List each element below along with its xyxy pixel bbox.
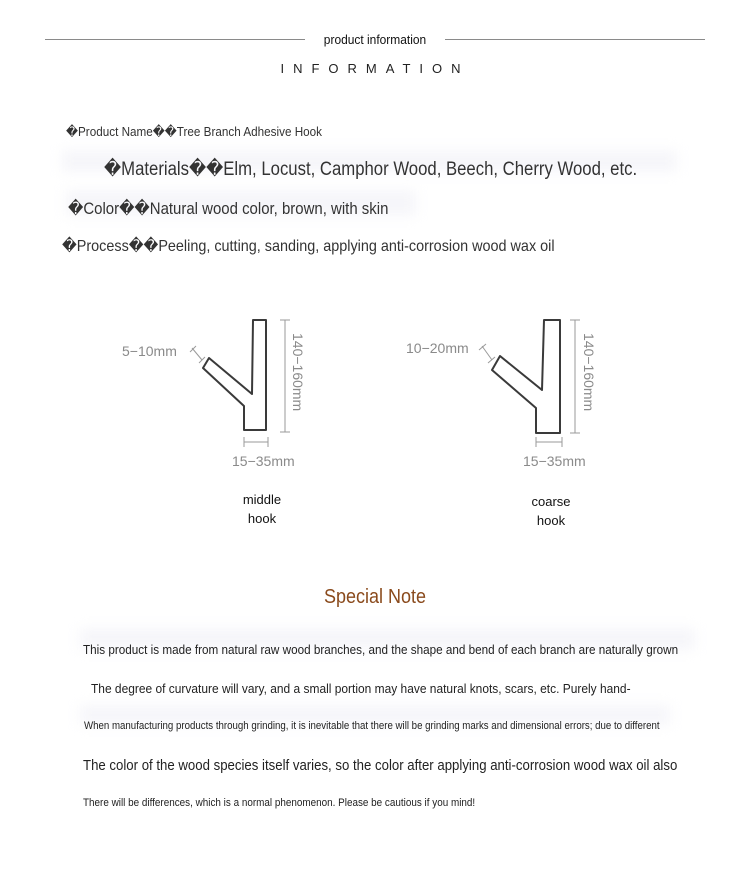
coarse-height-dimension: 140−160mm bbox=[581, 333, 597, 412]
spec-value: Natural wood color, brown, with skin bbox=[149, 199, 389, 218]
spec-product-name bbox=[66, 124, 322, 140]
spec-value: Tree Branch Adhesive Hook bbox=[176, 124, 323, 139]
coarse-hook-outline bbox=[492, 320, 560, 433]
hook-diagrams bbox=[0, 300, 750, 480]
note-line: When manufacturing products through grinding, it is inevitable that there will be grinding marks and dimensional errors; due to different bbox=[84, 720, 660, 732]
note-line: This product is made from natural raw wood branches, and the shape and bend of each branch are naturally grown bbox=[83, 642, 679, 657]
spec-process bbox=[62, 236, 555, 256]
special-note-title: Special Note bbox=[323, 586, 427, 608]
spec-key: �Color�� bbox=[68, 199, 150, 218]
coarse-base-dimension: 15−35mm bbox=[523, 453, 586, 469]
note-line: The degree of curvature will vary, and a small portion may have natural knots, scars, etc. Purely hand- bbox=[91, 681, 631, 696]
spec-value: Peeling, cutting, sanding, applying anti-corrosion wood wax oil bbox=[158, 238, 555, 255]
coarse-branch-dimension: 10−20mm bbox=[406, 340, 469, 356]
coarse-hook-diagram bbox=[492, 320, 560, 433]
spec-color bbox=[68, 199, 388, 219]
spec-value: Elm, Locust, Camphor Wood, Beech, Cherry Wood, etc. bbox=[223, 159, 638, 180]
middle-height-dimension: 140−160mm bbox=[290, 333, 306, 412]
note-line: The color of the wood species itself varies, so the color after applying anti-corrosion wood wax oil also bbox=[83, 757, 678, 774]
middle-hook-outline bbox=[203, 320, 266, 430]
hook-label-line: coarse bbox=[531, 494, 571, 509]
spec-key: �Materials�� bbox=[104, 159, 224, 180]
hook-label-line: hook bbox=[536, 513, 566, 528]
coarse-hook-label bbox=[511, 492, 591, 530]
header-rule-right bbox=[445, 39, 705, 40]
spec-key: �Process�� bbox=[62, 238, 159, 255]
spec-key: �Product Name�� bbox=[66, 124, 177, 139]
middle-hook-diagram bbox=[203, 320, 266, 430]
page-title: product information bbox=[323, 32, 427, 47]
middle-branch-dimension: 5−10mm bbox=[122, 343, 177, 359]
middle-hook-label bbox=[222, 490, 302, 528]
hook-label-line: hook bbox=[247, 511, 277, 526]
spec-materials bbox=[104, 158, 637, 181]
hook-label-line: middle bbox=[242, 492, 282, 507]
coarse-hook-dimensions bbox=[479, 320, 580, 447]
page-subtitle: INFORMATION bbox=[280, 61, 470, 76]
note-line: There will be differences, which is a normal phenomenon. Please be cautious if you mind! bbox=[83, 797, 476, 809]
middle-base-dimension: 15−35mm bbox=[232, 453, 295, 469]
